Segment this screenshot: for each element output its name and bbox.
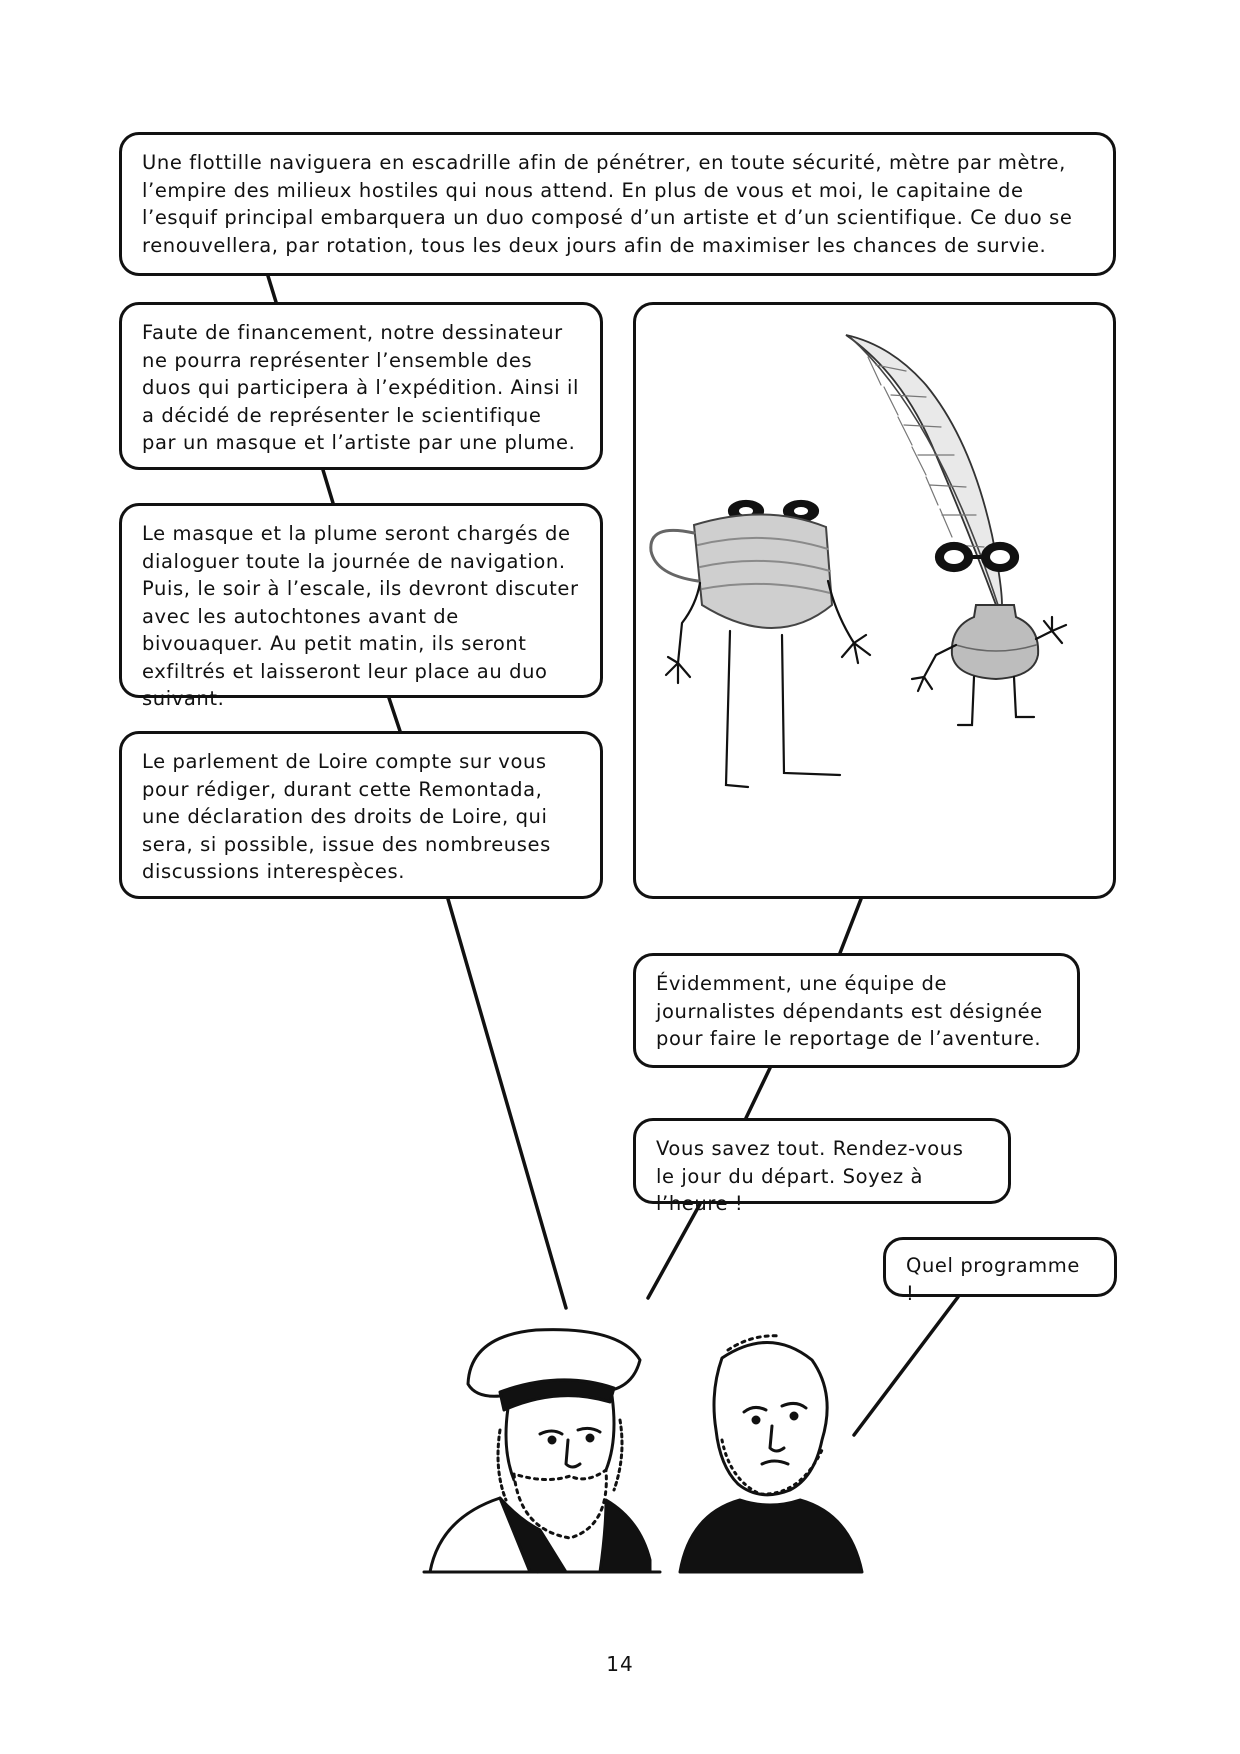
quill-character <box>846 335 1066 725</box>
mask-character <box>651 501 870 787</box>
caption-departure-text: Vous savez tout. Rendez-vous le jour du départ. Soyez à l’heure ! <box>656 1137 964 1215</box>
tail-parliament-captain <box>448 899 566 1308</box>
mask-and-quill-illustration <box>636 305 1112 895</box>
tail-intro-financing <box>268 276 276 302</box>
tail-reply-man <box>854 1297 958 1435</box>
caption-intro-text: Une flottille naviguera en escadrille afin de pénétrer, en toute sécurité, mètre par mètre, l’empire des milieux hostiles qui nous attend. En plus de vous et moi, le capitaine de l’esquif principal embarquera un duo composé d’un artiste et d’un scientifique. Ce duo se renouvellera, par rotation, tous les deux jours afin de maximiser les chances de survie. <box>142 151 1073 257</box>
tail-departure-captain <box>648 1204 700 1298</box>
page-number: 14 <box>606 1652 634 1676</box>
caption-dialogue <box>119 503 603 710</box>
speech-bubble-reply <box>883 1237 1117 1305</box>
caption-departure <box>633 1118 1011 1215</box>
caption-parliament-text: Le parlement de Loire compte sur vous pour rédiger, durant cette Remontada, une déclaration des droits de Loire, qui sera, si possible, issue des nombreuses discussions interespèces. <box>142 750 551 883</box>
caption-dialogue-text: Le masque et la plume seront chargés de dialoguer toute la journée de navigation. Puis, le soir à l’escale, ils devront discuter avec les autochtones avant de bivouaquer. Au petit matin, ils seront exfiltrés et laisseront leur place au duo suivant. <box>142 522 579 710</box>
speech-bubble-reply-text: Quel programme ! <box>906 1254 1080 1305</box>
caption-parliament <box>119 731 603 899</box>
tail-journalists-departure <box>746 1068 770 1118</box>
tail-panel-journalists <box>840 899 861 953</box>
caption-journalists <box>633 953 1080 1068</box>
caption-journalists-text: Évidemment, une équipe de journalistes dépendants est désignée pour faire le reportage de l’aventure. <box>656 972 1043 1050</box>
caption-financing-text: Faute de financement, notre dessinateur ne pourra représenter l’ensemble des duos qui participera à l’expédition. Ainsi il a décidé de représenter le scientifique par un masque et l’artiste par une plume. <box>142 321 580 454</box>
illustration-panel <box>633 302 1116 899</box>
caption-financing <box>119 302 603 470</box>
caption-intro <box>119 132 1116 276</box>
tail-financing-dialogue <box>323 470 333 503</box>
